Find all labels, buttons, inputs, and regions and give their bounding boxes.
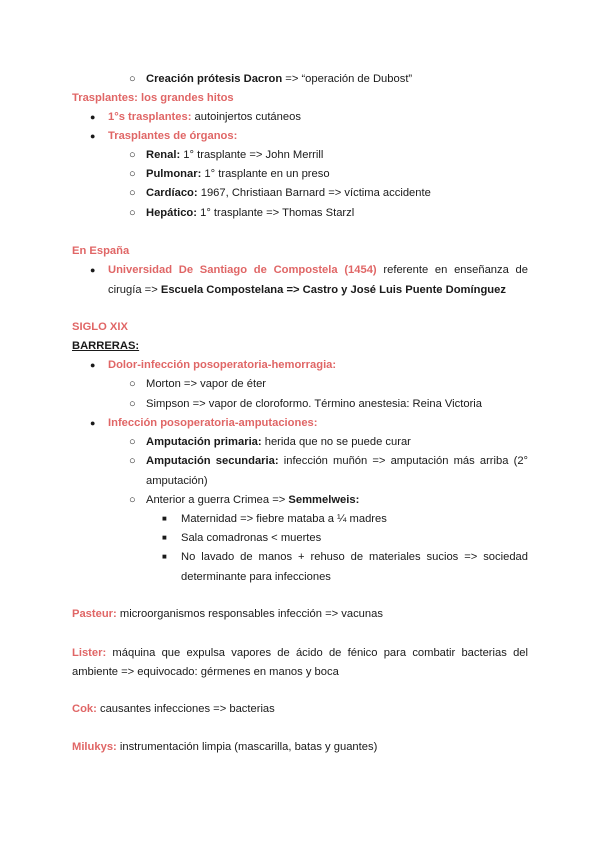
renal-line	[146, 147, 323, 163]
morton-line: Morton => vapor de éter	[146, 378, 267, 390]
circle-bullet-icon: ○	[129, 187, 136, 199]
cok-line	[72, 701, 275, 717]
square-bullet-icon: ■	[162, 514, 167, 523]
pasteur-rest: microorganismos responsables infección => vacunas	[116, 608, 383, 620]
cardiaco-bold: Cardíaco:	[146, 187, 198, 199]
pasteur-label: Pasteur:	[72, 608, 117, 620]
milukys-rest: instrumentación limpia (mascarilla, batas y guantes)	[116, 741, 378, 753]
hepatico-line	[146, 205, 354, 221]
milukys-line	[72, 739, 377, 755]
amputacion-secundaria-line	[146, 453, 528, 469]
barreras-heading: BARRERAS:	[72, 340, 140, 352]
crimea-line	[146, 492, 359, 508]
bullet-icon: ●	[90, 131, 96, 141]
item1-rest: autoinjertos cutáneos	[191, 111, 301, 123]
espana-university: Universidad De Santiago de Compostela (1454)	[108, 264, 377, 276]
lavado-line2: determinante para infecciones	[181, 571, 331, 583]
hepatico-bold: Hepático:	[146, 207, 197, 219]
amp2-bold: Amputación secundaria:	[146, 455, 279, 467]
circle-bullet-icon: ○	[129, 168, 136, 180]
espana-line2-bold: Escuela Compostelana => Castro y José Luis Puente Domínguez	[160, 284, 506, 296]
lister-line1	[72, 645, 528, 661]
espana-line2	[108, 282, 506, 298]
circle-bullet-icon: ○	[129, 378, 136, 390]
bullet-icon: ●	[90, 360, 96, 370]
cardiaco-line	[146, 185, 431, 201]
circle-bullet-icon: ○	[129, 455, 136, 467]
amputacion-secundaria-line2: amputación)	[146, 475, 208, 487]
renal-bold: Renal:	[146, 149, 181, 161]
espana-line1	[108, 262, 528, 278]
dubost-rest: => “operación de Dubost”	[282, 73, 413, 85]
lister-rest: máquina que expulsa vapores de ácido de fénico para combatir bacterias del	[106, 647, 528, 659]
barrera-1: Dolor-infección posoperatoria-hemorragia:	[108, 359, 337, 371]
espana-line1-rest: referente en enseñanza de	[376, 264, 528, 276]
amp1-rest: herida que no se puede curar	[261, 436, 411, 448]
trasplantes-item1	[108, 109, 301, 125]
dubost-line	[146, 71, 412, 87]
pasteur-line	[72, 606, 383, 622]
trasplantes-item2: Trasplantes de órganos:	[108, 130, 238, 142]
cardiaco-name: Christiaan	[231, 187, 283, 199]
lavado-line1: No lavado de manos + rehuso de materiales sucios => sociedad	[181, 551, 528, 563]
comadronas-line: Sala comadronas < muertes	[181, 532, 322, 544]
renal-rest: 1° trasplante => John Merrill	[180, 149, 324, 161]
simpson-line: Simpson => vapor de cloroformo. Término anestesia: Reina Victoria	[146, 398, 483, 410]
pulmonar-bold: Pulmonar:	[146, 168, 202, 180]
cardiaco-year: 1967,	[197, 187, 232, 199]
amp1-bold: Amputación primaria:	[146, 436, 262, 448]
trasplantes-heading: Trasplantes: los grandes hitos	[72, 92, 234, 104]
crimea-bold: Semmelweis:	[288, 494, 360, 506]
lister-label: Lister:	[72, 647, 107, 659]
lister-line2: ambiente => equivocado: gérmenes en manos y boca	[72, 666, 339, 678]
bullet-icon: ●	[90, 265, 96, 275]
pulmonar-line	[146, 166, 330, 182]
square-bullet-icon: ■	[162, 552, 167, 561]
hepatico-rest: 1° trasplante => Thomas Starzl	[196, 207, 355, 219]
siglo-heading: SIGLO XIX	[72, 321, 128, 333]
square-bullet-icon: ■	[162, 533, 167, 542]
cok-label: Cok:	[72, 703, 97, 715]
cok-rest: causantes infecciones => bacterias	[96, 703, 275, 715]
circle-bullet-icon: ○	[129, 398, 136, 410]
circle-bullet-icon: ○	[129, 207, 136, 219]
pulmonar-rest: 1° trasplante en un preso	[201, 168, 330, 180]
milukys-label: Milukys:	[72, 741, 117, 753]
maternidad-line: Maternidad => fiebre mataba a ¼ madres	[181, 513, 387, 525]
espana-line2-pre: cirugía =>	[108, 284, 161, 296]
circle-bullet-icon: ○	[129, 494, 136, 506]
circle-bullet-icon: ○	[129, 436, 136, 448]
amp2-rest: infección muñón => amputación más arriba (2°	[278, 455, 528, 467]
dubost-bold: Creación prótesis Dacron	[146, 73, 283, 85]
item1-label: 1°s trasplantes:	[108, 111, 192, 123]
barrera-2: Infección posoperatoria-amputaciones:	[108, 417, 318, 429]
espana-heading: En España	[72, 245, 130, 257]
bullet-icon: ●	[90, 112, 96, 122]
amputacion-primaria-line	[146, 434, 411, 450]
circle-bullet-icon: ○	[129, 73, 136, 85]
bullet-icon: ●	[90, 418, 96, 428]
cardiaco-rest: Barnard => víctima accidente	[282, 187, 431, 199]
circle-bullet-icon: ○	[129, 149, 136, 161]
crimea-pre: Anterior a guerra Crimea =>	[146, 494, 289, 506]
